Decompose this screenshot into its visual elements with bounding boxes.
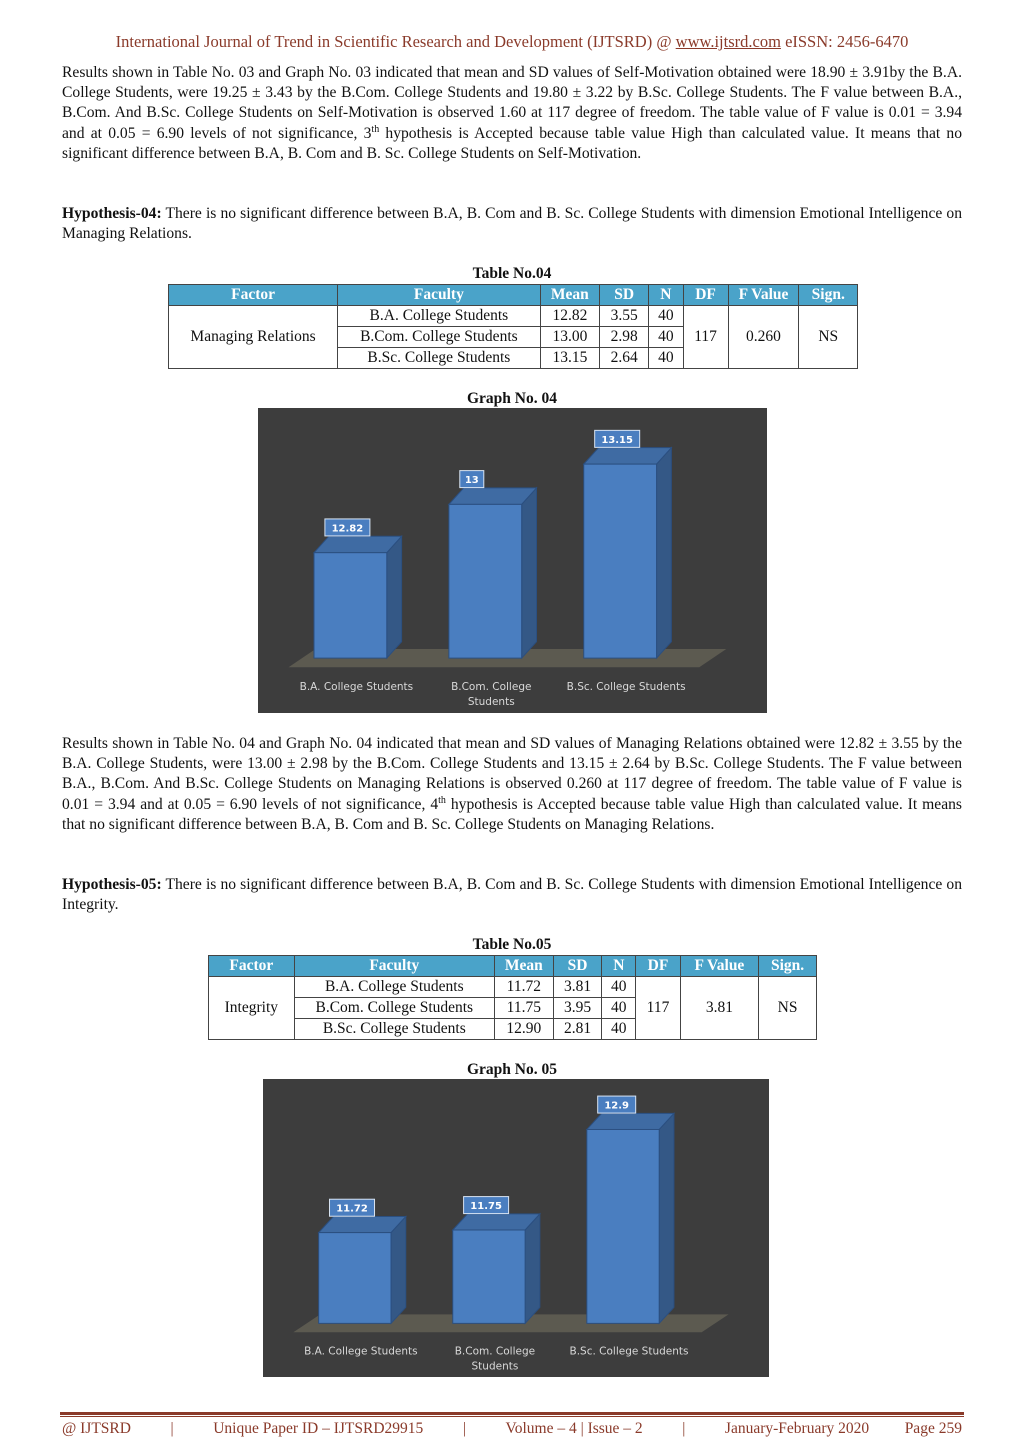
bar-top: [449, 488, 537, 504]
graph-4-caption: Graph No. 04: [467, 390, 557, 407]
data-label: 11.72: [336, 1203, 368, 1215]
table-4: [168, 284, 858, 369]
table-row: [209, 977, 817, 998]
bar-side: [391, 1217, 406, 1324]
category-label: B.Com. College: [454, 1345, 536, 1358]
graph-5-svg: [263, 1079, 769, 1377]
bar: [314, 553, 387, 658]
hypothesis-label: Hypothesis-05:: [62, 876, 162, 893]
table-row: [169, 306, 858, 327]
faculty-cell: B.Sc. College Students: [338, 348, 541, 369]
bar: [449, 504, 522, 658]
n-cell: 40: [602, 998, 636, 1019]
ordinal-suffix: th: [438, 794, 446, 806]
paragraph-text: hypothesis is Accepted because table value High than calculated value. It means that no significant difference between B.A, B. Com and B. Sc. College Students on Managing Relations.: [62, 795, 962, 833]
faculty-cell: B.Sc. College Students: [294, 1019, 494, 1040]
footer-paper-id: Unique Paper ID – IJTSRD29915: [213, 1420, 424, 1437]
header-faculty: Faculty: [338, 285, 541, 306]
sd-cell: 3.95: [553, 998, 602, 1019]
bar-top: [587, 1113, 674, 1129]
bar-top: [453, 1214, 540, 1230]
n-cell: 40: [649, 306, 683, 327]
journal-issn: eISSN: 2456-6470: [780, 32, 909, 51]
ordinal-suffix: th: [371, 123, 380, 135]
mean-cell: 11.75: [494, 998, 553, 1019]
header-n: N: [649, 285, 683, 306]
hypothesis-5: [62, 875, 962, 915]
footer-rule: [60, 1416, 964, 1417]
faculty-cell: B.A. College Students: [338, 306, 541, 327]
table-4-caption: Table No.04: [472, 265, 552, 282]
bar: [453, 1230, 525, 1323]
page-footer: [62, 1420, 962, 1438]
faculty-cell: B.Com. College Students: [294, 998, 494, 1019]
faculty-cell: B.A. College Students: [294, 977, 494, 998]
hypothesis-4: [62, 204, 962, 244]
results-paragraph-3: [62, 63, 962, 164]
footer-separator: |: [462, 1420, 466, 1437]
header-mean: Mean: [540, 285, 600, 306]
header-mean: Mean: [494, 956, 553, 977]
bar-top: [584, 448, 672, 464]
table-header-row: [209, 956, 817, 977]
faculty-cell: B.Com. College Students: [338, 327, 541, 348]
journal-title: International Journal of Trend in Scientific Research and Development (IJTSRD) @: [115, 32, 676, 51]
category-label: B.Com. College: [451, 681, 532, 694]
header-factor: Factor: [209, 956, 295, 977]
data-label: 12.9: [604, 1100, 630, 1112]
sd-cell: 2.98: [600, 327, 649, 348]
footer-volume: Volume – 4 | Issue – 2: [505, 1420, 643, 1437]
fvalue-cell: 0.260: [728, 306, 799, 369]
hypothesis-text: There is no significant difference between B.A, B. Com and B. Sc. College Students with dimension Emotional Intelligence on Integrity.: [62, 876, 962, 914]
mean-cell: 13.00: [540, 327, 600, 348]
category-label: B.Sc. College Students: [566, 681, 686, 694]
journal-url-link[interactable]: www.ijtsrd.com: [675, 32, 781, 51]
table-5: [208, 955, 817, 1040]
mean-cell: 12.90: [494, 1019, 553, 1040]
footer-separator: |: [682, 1420, 686, 1437]
bar-side: [387, 536, 402, 658]
data-label: 13: [464, 475, 479, 487]
factor-cell: Integrity: [209, 977, 295, 1040]
graph-4-svg: [258, 408, 767, 713]
footer-date: January-February 2020: [724, 1420, 870, 1437]
header-n: N: [602, 956, 636, 977]
graph-4-chart: [258, 408, 767, 713]
bar-side: [522, 488, 537, 658]
sd-cell: 3.81: [553, 977, 602, 998]
n-cell: 40: [649, 348, 683, 369]
header-sd: SD: [553, 956, 602, 977]
bar-side: [525, 1214, 540, 1323]
header-factor: Factor: [169, 285, 338, 306]
header-df: DF: [683, 285, 728, 306]
journal-header: [0, 32, 1024, 52]
n-cell: 40: [649, 327, 683, 348]
header-sign: Sign.: [799, 285, 858, 306]
bar: [584, 464, 657, 658]
df-cell: 117: [636, 977, 680, 1040]
mean-cell: 12.82: [540, 306, 600, 327]
paragraph-text: Results shown in Table No. 04 and Graph No. 04 indicated that mean and SD values of Managing Relations obtained were 12.82 ± 3.55 by the B.A. College Students, were 13.00 ± 2.98 by the B.Com. College Students and 13.15 ± 2.64 by B.Sc. College Students. The F value between B.A., B.Com. And B.Sc. College Students on Managing Relations is observed 0.260 at 117 degree of freedom. The table value of F value is 0.01 = 3.94 and at 0.05 = 6.90 levels of not significance, 4: [62, 735, 962, 813]
category-label: B.A. College Students: [304, 1345, 418, 1358]
sd-cell: 2.81: [553, 1019, 602, 1040]
data-label: 12.82: [331, 523, 364, 535]
header-sign: Sign.: [759, 956, 817, 977]
footer-separator: |: [170, 1420, 174, 1437]
category-label: B.Sc. College Students: [569, 1345, 689, 1358]
sd-cell: 2.64: [600, 348, 649, 369]
results-paragraph-4: [62, 734, 962, 835]
header-faculty: Faculty: [294, 956, 494, 977]
paragraph-text: Results shown in Table No. 03 and Graph No. 03 indicated that mean and SD values of Self-Motivation obtained were 18.90 ± 3.91by the B.A. College Students, were 19.25 ± 3.43 by the B.Com. College Students and 19.80 ± 3.22 by B.Sc. College Students. The F value between B.A., B.Com. And B.Sc. College Students on Self-Motivation is observed 1.60 at 117 degree of freedom. The table value of F value is 0.01 = 3.94 and at 0.05 = 6.90 levels of not significance, 3: [62, 64, 962, 142]
header-fvalue: F Value: [728, 285, 799, 306]
bar-top: [314, 536, 402, 552]
header-fvalue: F Value: [680, 956, 758, 977]
sign-cell: NS: [759, 977, 817, 1040]
bar-side: [659, 1113, 674, 1323]
n-cell: 40: [602, 1019, 636, 1040]
sign-cell: NS: [799, 306, 858, 369]
bar: [319, 1233, 391, 1324]
footer-rule: [60, 1412, 964, 1415]
header-df: DF: [636, 956, 680, 977]
footer-page: Page 259: [904, 1420, 962, 1437]
data-label: 11.75: [470, 1201, 502, 1213]
mean-cell: 11.72: [494, 977, 553, 998]
bar-top: [319, 1217, 406, 1233]
table-5-caption: Table No.05: [472, 936, 552, 953]
df-cell: 117: [683, 306, 728, 369]
hypothesis-label: Hypothesis-04:: [62, 205, 162, 222]
category-label: B.A. College Students: [299, 681, 414, 694]
footer-journal: @ IJTSRD: [62, 1420, 131, 1437]
graph-5-caption: Graph No. 05: [467, 1061, 557, 1078]
data-label: 13.15: [601, 434, 633, 446]
table-header-row: [169, 285, 858, 306]
bar-side: [657, 448, 672, 658]
hypothesis-text: There is no significant difference between B.A, B. Com and B. Sc. College Students with dimension Emotional Intelligence on Managing Relations.: [62, 205, 962, 243]
paragraph-text: hypothesis is Accepted because table value High than calculated value. It means that no significant difference between B.A, B. Com and B. Sc. College Students on Self-Motivation.: [62, 124, 963, 162]
graph-5-chart: [263, 1079, 769, 1377]
factor-cell: Managing Relations: [169, 306, 338, 369]
fvalue-cell: 3.81: [680, 977, 758, 1040]
header-sd: SD: [600, 285, 649, 306]
sd-cell: 3.55: [600, 306, 649, 327]
category-label: Students: [467, 696, 515, 709]
category-label: Students: [471, 1360, 519, 1373]
n-cell: 40: [602, 977, 636, 998]
mean-cell: 13.15: [540, 348, 600, 369]
bar: [587, 1129, 659, 1323]
